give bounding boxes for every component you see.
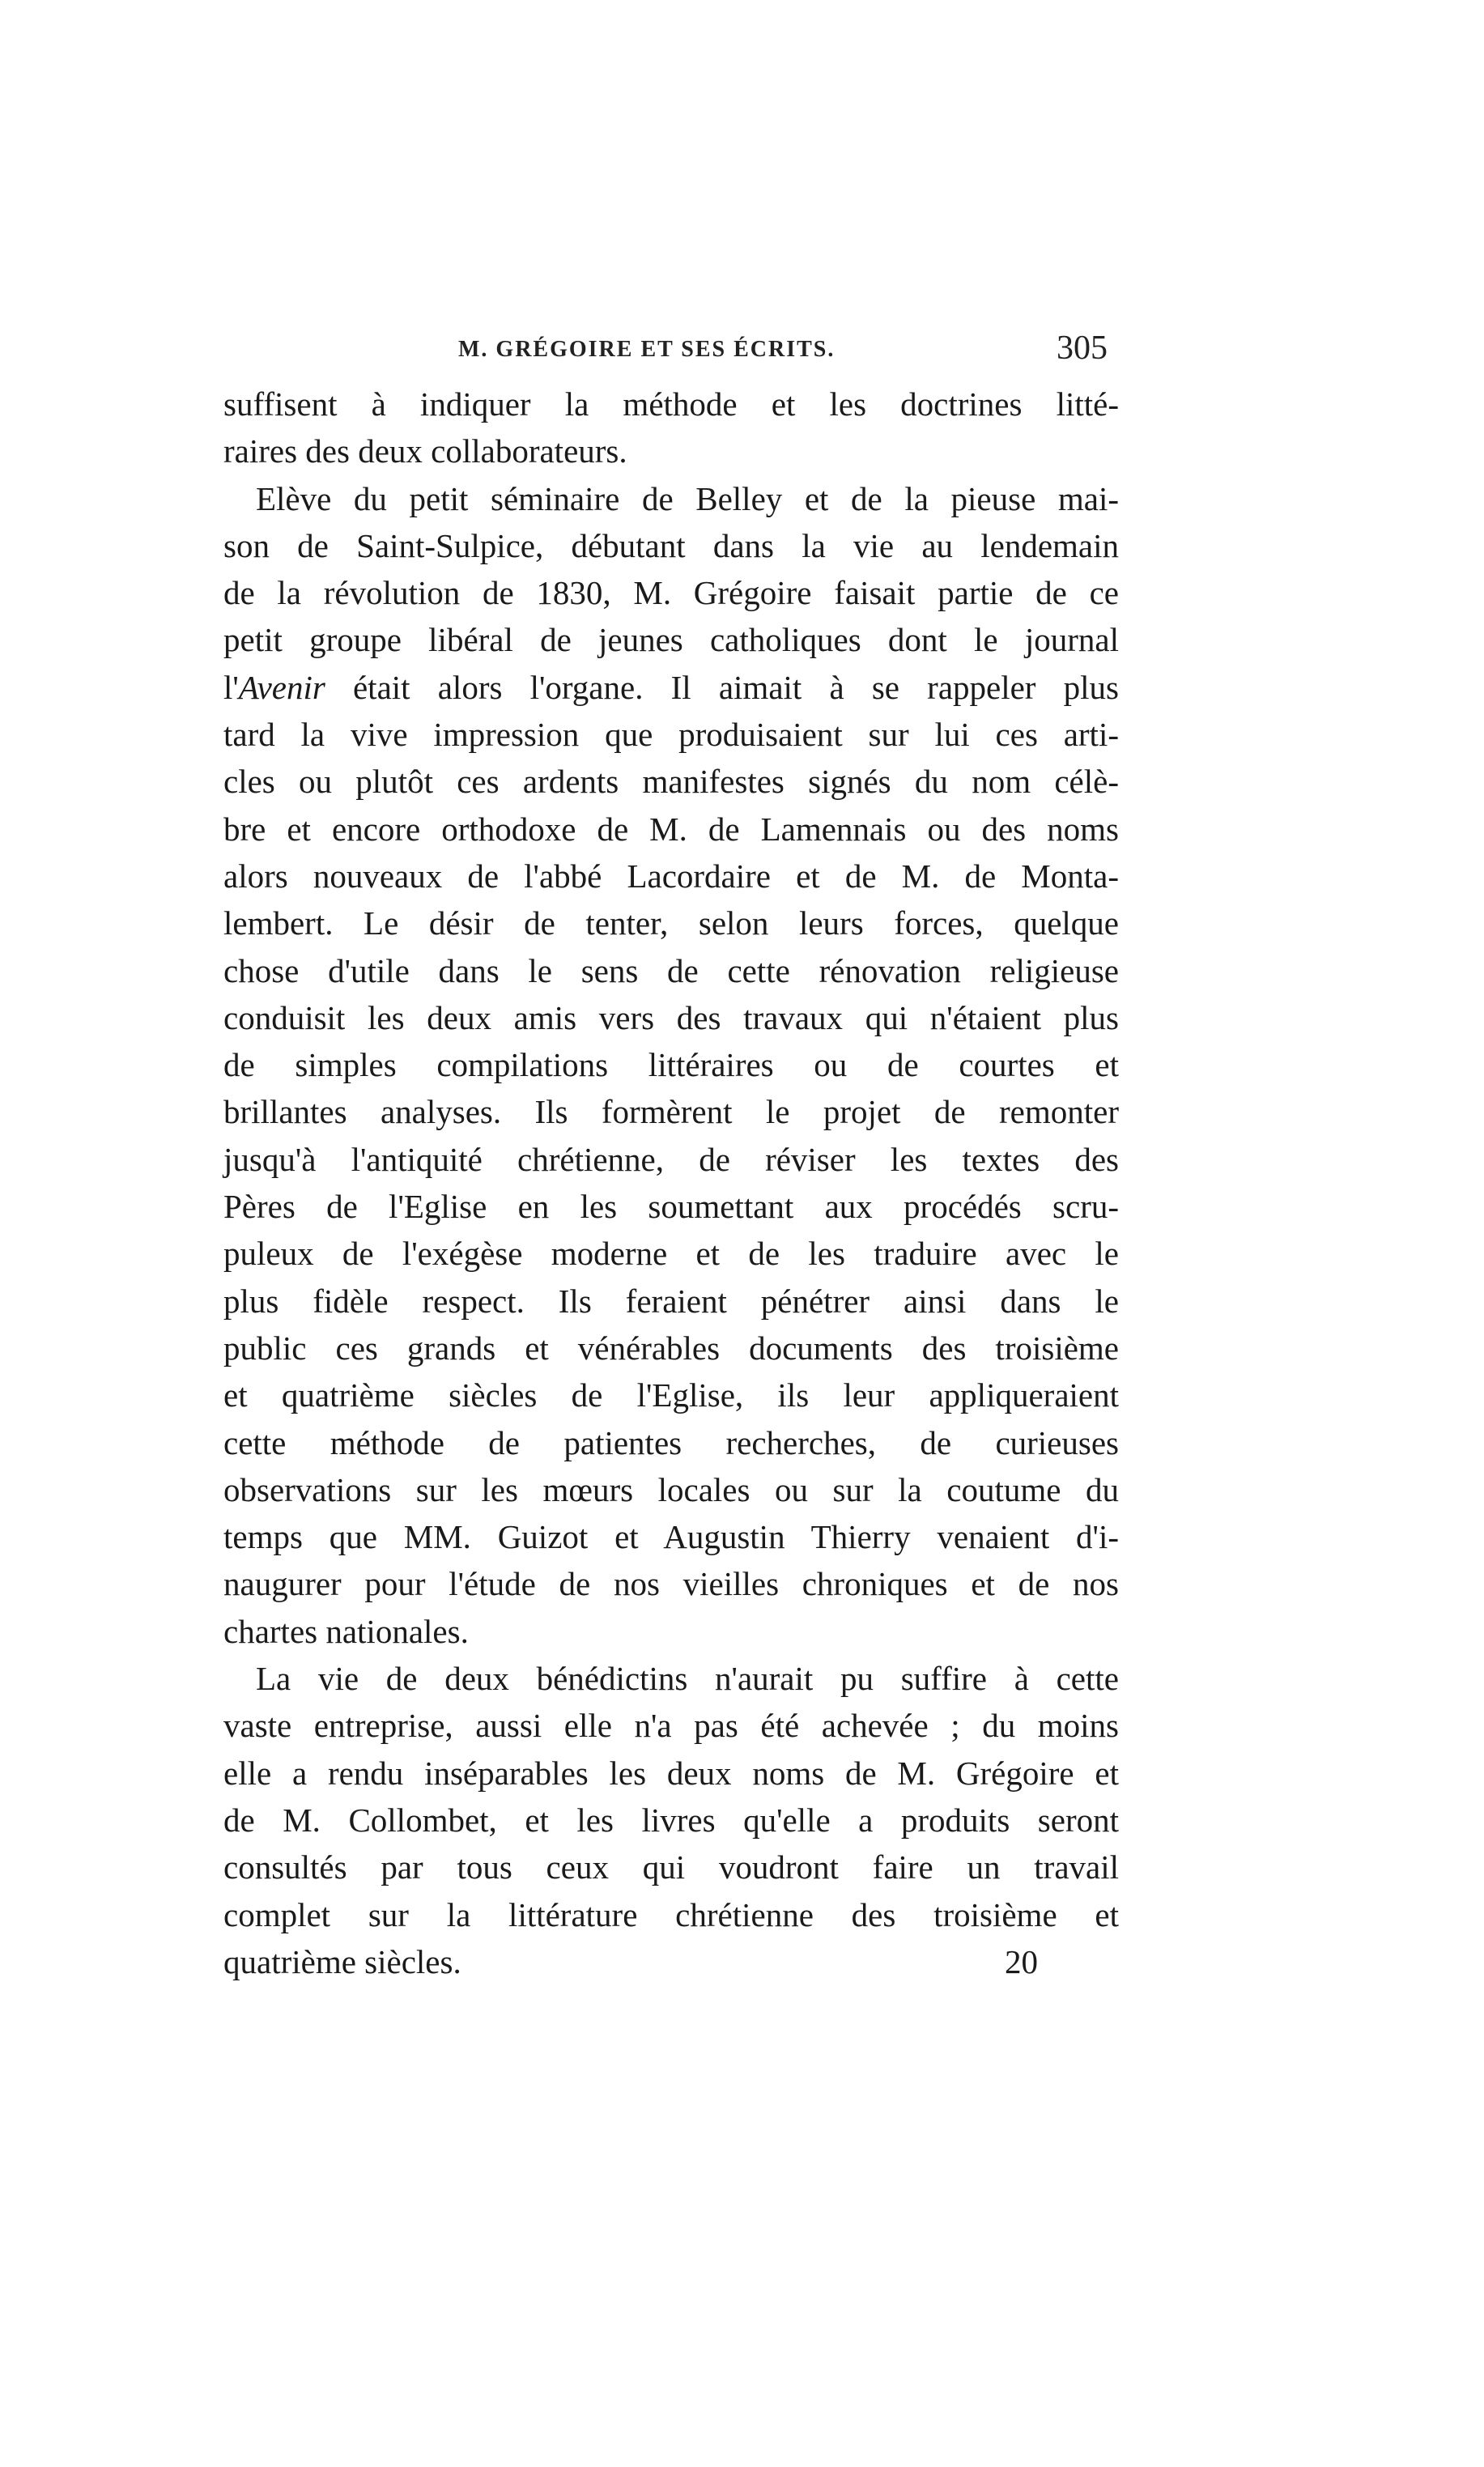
text-line: suffisent à indiquer la méthode et les doctrines litté- xyxy=(223,385,1119,423)
text-line xyxy=(223,1938,1119,1985)
text-line: bre et encore orthodoxe de M. de Lamennais ou des noms xyxy=(223,810,1119,848)
text-line: Elève du petit séminaire de Belley et de la pieuse mai- xyxy=(256,479,1119,517)
text-line: La vie de deux bénédictins n'aurait pu suffire à cette xyxy=(256,1660,1119,1698)
text-line: alors nouveaux de l'abbé Lacordaire et de M. de Monta- xyxy=(223,857,1119,895)
text-line: petit groupe libéral de jeunes catholiques dont le journal xyxy=(223,621,1119,659)
text-line: de la révolution de 1830, M. Grégoire faisait partie de ce xyxy=(223,574,1119,612)
text-line: son de Saint-Sulpice, débutant dans la vie au lendemain xyxy=(223,526,1119,564)
text-line: cette méthode de patientes recherches, de curieuses xyxy=(223,1423,1119,1461)
text-line: tard la vive impression que produisaient sur lui ces arti- xyxy=(223,716,1119,754)
text-line: temps que MM. Guizot et Augustin Thierry venaient d'i- xyxy=(223,1518,1119,1556)
text-line: naugurer pour l'étude de nos vieilles chroniques et de nos xyxy=(223,1565,1119,1603)
text-line: plus fidèle respect. Ils feraient pénétrer ainsi dans le xyxy=(223,1282,1119,1320)
text-line: conduisit les deux amis vers des travaux qui n'étaient plus xyxy=(223,998,1119,1036)
signature-mark: 20 xyxy=(1005,1942,1038,1980)
text-line: et quatrième siècles de l'Eglise, ils leur appliqueraient xyxy=(223,1376,1119,1414)
text-line: brillantes analyses. Ils formèrent le projet de remonter xyxy=(223,1093,1119,1131)
text-line: raires des deux collaborateurs. xyxy=(223,432,627,470)
journal-title: Avenir xyxy=(238,668,325,706)
text-fragment: l' xyxy=(223,668,239,706)
running-title: M. GRÉGOIRE ET SES ÉCRITS. xyxy=(458,337,836,362)
text-line: de M. Collombet, et les livres qu'elle a produits seront xyxy=(223,1801,1119,1839)
text-line xyxy=(223,664,1119,711)
text-line: puleux de l'exégèse moderne et de les traduire avec le xyxy=(223,1235,1119,1273)
body-text xyxy=(223,381,1119,1985)
text-line: complet sur la littérature chrétienne des troisième et xyxy=(223,1895,1119,1933)
text-line: public ces grands et vénérables documents des troisième xyxy=(223,1329,1119,1367)
text-fragment: quatrième siècles. xyxy=(223,1942,461,1980)
text-line: lembert. Le désir de tenter, selon leurs forces, quelque xyxy=(223,904,1119,942)
text-line: jusqu'à l'antiquité chrétienne, de réviser les textes des xyxy=(223,1140,1119,1178)
text-line: cles ou plutôt ces ardents manifestes signés du nom célè- xyxy=(223,763,1119,801)
running-head xyxy=(223,327,1119,376)
page-number: 305 xyxy=(1057,330,1108,367)
text-line: chartes nationales. xyxy=(223,1612,469,1650)
text-line: chose d'utile dans le sens de cette rénovation religieuse xyxy=(223,951,1119,989)
text-line: Pères de l'Eglise en les soumettant aux procédés scru- xyxy=(223,1188,1119,1226)
text-fragment: était alors l'organe. Il aimait à se rappeler plus xyxy=(325,668,1119,706)
text-line: elle a rendu inséparables les deux noms de M. Grégoire et xyxy=(223,1754,1119,1792)
text-line: vaste entreprise, aussi elle n'a pas été achevée ; du moins xyxy=(223,1707,1119,1745)
text-line: de simples compilations littéraires ou de courtes et xyxy=(223,1046,1119,1084)
text-line: consultés par tous ceux qui voudront faire un travail xyxy=(223,1848,1119,1886)
text-line: observations sur les mœurs locales ou sur la coutume du xyxy=(223,1470,1119,1508)
